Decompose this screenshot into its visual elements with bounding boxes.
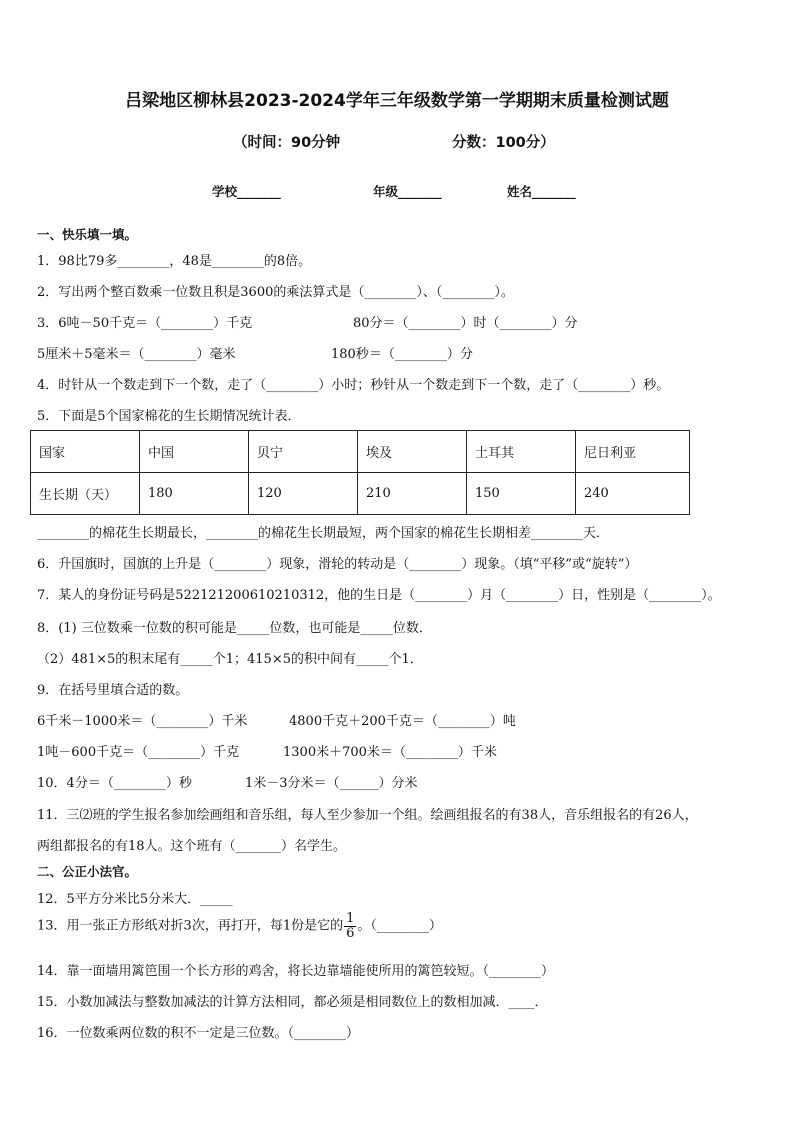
table-row bbox=[31, 473, 690, 515]
question-10b: 1米－3分米＝（______）分米 bbox=[245, 776, 418, 791]
table-cell: 生长期（天） bbox=[31, 473, 140, 515]
page-title: 吕梁地区柳林县2023-2024学年三年级数学第一学期期末质量检测试题 bbox=[125, 91, 669, 111]
table-cell: 120 bbox=[249, 473, 358, 515]
table-cell: 埃及 bbox=[358, 431, 467, 473]
grade-field: 年级_______ bbox=[373, 184, 442, 199]
question-3d: 180秒＝（________）分 bbox=[331, 347, 473, 362]
question-9d: 1300米＋700米＝（________）千米 bbox=[283, 745, 497, 760]
table-cell: 中国 bbox=[140, 431, 249, 473]
question-15: 15．小数加减法与整数加减法的计算方法相同，都必须是相同数位上的数相加减．____． bbox=[37, 995, 548, 1010]
question-6: 6．升国旗时，国旗的上升是（________）现象，滑轮的转动是（________）现象。（填“平移”或“旋转”） bbox=[37, 557, 638, 572]
question-5: 5．下面是5个国家棉花的生长期情况统计表． bbox=[37, 409, 301, 424]
table-cell: 土耳其 bbox=[467, 431, 576, 473]
school-field: 学校_______ bbox=[212, 184, 281, 199]
question-16: 16．一位数乘两位数的积不一定是三位数。（________） bbox=[37, 1026, 360, 1041]
name-field: 姓名_______ bbox=[507, 184, 576, 199]
question-9a: 6千米－1000米＝（________）千米 bbox=[37, 714, 248, 729]
table-cell: 180 bbox=[140, 473, 249, 515]
question-4: 4．时针从一个数走到下一个数，走了（________）小时；秒针从一个数走到下一个数，走了（________）秒。 bbox=[37, 378, 670, 393]
question-10a: 10．4分＝（________）秒 bbox=[37, 776, 192, 791]
question-11a: 11．三⑵班的学生报名参加绘画组和音乐组，每人至少参加一个组。绘画组报名的有38人，音乐组报名的有26人， bbox=[37, 808, 698, 823]
time-label: （时间：90分钟 bbox=[233, 135, 341, 151]
section-heading-1: 一、快乐填一填。 bbox=[37, 227, 138, 242]
question-8b: （2）481×5的积末尾有_____个1；415×5的积中间有_____个1． bbox=[37, 652, 423, 667]
fraction-one-sixth bbox=[344, 912, 356, 940]
table-cell: 150 bbox=[467, 473, 576, 515]
fraction-numerator: 1 bbox=[346, 911, 355, 926]
question-11b: 两组都报名的有18人。这个班有（_______）名学生。 bbox=[37, 839, 347, 854]
fraction-denominator: 6 bbox=[346, 925, 355, 941]
table-header-row bbox=[31, 431, 690, 473]
question-9: 9．在括号里填合适的数。 bbox=[37, 683, 189, 698]
table-cell: 尼日利亚 bbox=[576, 431, 690, 473]
table-cell: 210 bbox=[358, 473, 467, 515]
table-cell: 240 bbox=[576, 473, 690, 515]
question-1: 1．98比79多________，48是________的8倍。 bbox=[37, 254, 312, 269]
question-3c: 5厘米＋5毫米＝（________）毫米 bbox=[37, 347, 236, 362]
table-cell: 贝宁 bbox=[249, 431, 358, 473]
question-13-text: 13．用一张正方形纸对折3次，再打开，每1份是它的 bbox=[37, 918, 344, 934]
question-12: 12．5平方分米比5分米大．_____ bbox=[37, 892, 233, 907]
question-13 bbox=[37, 912, 442, 940]
question-9b: 4800千克＋200千克＝（________）吨 bbox=[289, 714, 516, 729]
question-5b: ________的棉花生长期最长，________的棉花生长期最短，两个国家的棉花生长期相差________天． bbox=[37, 526, 610, 541]
question-9c: 1吨－600千克＝（________）千克 bbox=[37, 745, 240, 760]
question-14: 14．靠一面墙用篱笆围一个长方形的鸡舍，将长边靠墙能使所用的篱笆较短。（________） bbox=[37, 964, 555, 979]
question-3b: 80分＝（________）时（________）分 bbox=[353, 316, 578, 331]
question-3a: 3．6吨－50千克＝（________）千克 bbox=[37, 316, 253, 331]
cotton-growth-table bbox=[30, 430, 690, 515]
question-8a: 8．(1) 三位数乘一位数的积可能是_____位数，也可能是_____位数． bbox=[37, 621, 432, 636]
question-13-blank: 。（________） bbox=[357, 918, 442, 934]
score-label: 分数：100分） bbox=[452, 135, 555, 151]
section-heading-2: 二、公正小法官。 bbox=[37, 864, 138, 879]
table-cell: 国家 bbox=[31, 431, 140, 473]
question-7: 7．某人的身份证号码是522121200610210312，他的生日是（________）月（________）日，性别是（________）。 bbox=[37, 588, 721, 603]
question-2: 2．写出两个整百数乘一位数且积是3600的乘法算式是（________）、（________）。 bbox=[37, 285, 514, 300]
